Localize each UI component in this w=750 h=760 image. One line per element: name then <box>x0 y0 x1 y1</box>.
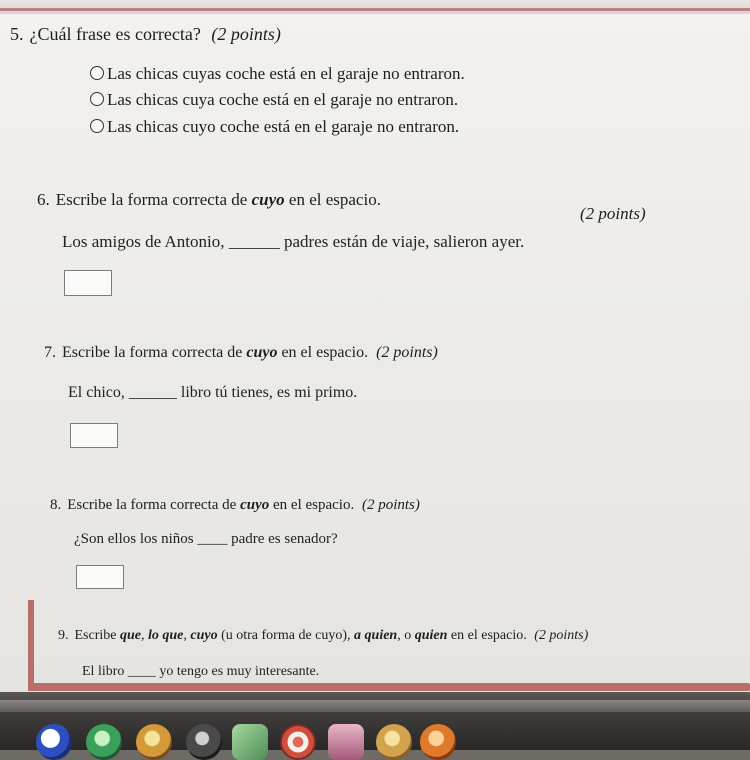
sentence-blank: ____ <box>127 664 156 679</box>
fill-sentence <box>82 664 319 680</box>
question-number: 7. <box>44 344 56 361</box>
question-prompt-end: en el espacio. <box>450 628 527 643</box>
question-prompt: Escribe la forma correcta de <box>55 190 248 209</box>
keyword-lo-que: lo que <box>147 628 184 643</box>
question-keyword: cuyo <box>246 344 278 361</box>
question-number: 9. <box>58 628 69 643</box>
target-icon[interactable] <box>280 724 316 760</box>
question-points: (2 points) <box>361 497 420 513</box>
fill-sentence <box>68 384 357 402</box>
fill-sentence <box>74 531 338 548</box>
sentence-end: padres están de viaje, salieron ayer. <box>283 232 525 251</box>
fill-sentence <box>62 232 524 252</box>
question-keyword: cuyo <box>240 497 270 513</box>
sentence-end: yo tengo es muy interesante. <box>159 664 320 679</box>
sentence-end: padre es senador? <box>231 531 338 547</box>
question-prompt-end: en el espacio. <box>273 497 355 513</box>
question-9: 9. Escribe que, lo que, cuyo (u otra forma de cuyo), a quien, o quien en el espacio. (2 points) <box>58 628 589 643</box>
option-1[interactable] <box>90 64 465 84</box>
question-points: (2 points) <box>534 628 589 643</box>
question-points: (2 points) <box>580 204 646 223</box>
quiz-page <box>0 14 750 692</box>
window-top-edge <box>0 0 750 14</box>
question-number: 5. <box>10 24 24 44</box>
question-points: (2 points) <box>376 344 438 361</box>
leaf-icon[interactable] <box>86 724 122 760</box>
radio-button[interactable] <box>90 92 104 106</box>
option-label: Las chicas cuyo coche está en el garaje no entraron. <box>107 117 460 136</box>
question-8 <box>50 497 420 514</box>
folder-icon[interactable] <box>376 724 412 760</box>
question-5 <box>10 24 281 45</box>
option-3[interactable] <box>90 117 459 137</box>
answer-input[interactable] <box>70 423 118 448</box>
answer-input[interactable] <box>76 565 124 589</box>
keyword-a-quien: a quien <box>354 628 398 643</box>
sentence-start: Los amigos de Antonio, <box>62 232 225 251</box>
question-7 <box>44 344 438 362</box>
question-number: 8. <box>50 497 62 513</box>
question-middle: (u otra forma de cuyo), <box>221 628 351 643</box>
top-divider <box>0 8 750 11</box>
option-label: Las chicas cuya coche está en el garaje no entraron. <box>107 90 459 109</box>
paint-icon[interactable] <box>136 724 172 760</box>
sentence-start: El libro <box>82 664 125 679</box>
question-prompt: Escribe la forma correcta de <box>67 497 237 513</box>
sentence-blank: ____ <box>197 531 228 547</box>
question-keyword: cuyo <box>251 190 285 209</box>
tray-icon[interactable] <box>328 724 364 760</box>
question-prompt: ¿Cuál frase es correcta? <box>29 24 201 44</box>
option-2[interactable] <box>90 90 458 110</box>
question-prompt-end: en el espacio. <box>281 344 369 361</box>
option-label: Las chicas cuyas coche está en el garaje no entraron. <box>107 64 465 83</box>
sync-icon[interactable] <box>420 724 456 760</box>
question-number: 6. <box>37 190 50 209</box>
grid-icon[interactable] <box>232 724 268 760</box>
check-icon[interactable] <box>36 724 72 760</box>
radio-button[interactable] <box>90 119 104 133</box>
question-prompt-end: en el espacio. <box>288 190 381 209</box>
question-points: (2 points) <box>211 24 281 44</box>
dock-shelf <box>0 700 750 712</box>
sentence-end: libro tú tienes, es mi primo. <box>180 384 358 401</box>
sentence-blank: ______ <box>128 384 177 401</box>
rocket-icon[interactable] <box>186 724 222 760</box>
keyword-quien: quien <box>414 628 448 643</box>
question-or: o <box>404 628 412 643</box>
keyword-cuyo: cuyo <box>190 628 218 643</box>
keyword-que: que <box>119 628 141 643</box>
radio-button[interactable] <box>90 66 104 80</box>
answer-input[interactable] <box>64 270 112 296</box>
question-prompt: Escribe la forma correcta de <box>62 344 243 361</box>
question-6 <box>37 190 381 210</box>
sentence-start: ¿Son ellos los niños <box>74 531 194 547</box>
sentence-start: El chico, <box>68 384 125 401</box>
sentence-blank: ______ <box>228 232 280 251</box>
question-prompt: Escribe <box>74 628 117 643</box>
page-frame-left <box>28 600 34 691</box>
page-frame-bottom <box>28 683 750 691</box>
